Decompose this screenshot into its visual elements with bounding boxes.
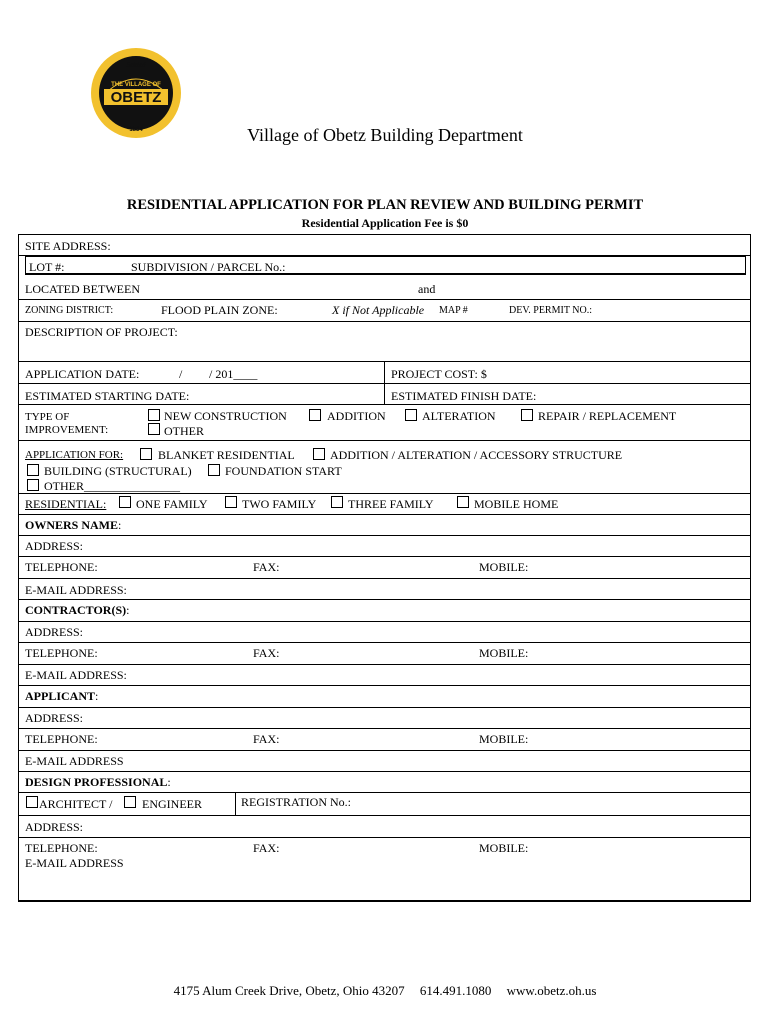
row-design-email[interactable] (19, 855, 750, 899)
new-construction-checkbox[interactable] (148, 409, 160, 421)
owner-mobile-label: MOBILE: (479, 560, 529, 574)
row-architect-engineer (19, 792, 750, 816)
row-lot[interactable] (19, 255, 750, 276)
addition-label: ADDITION (327, 409, 386, 423)
row-applicant-phone[interactable] (19, 728, 750, 751)
owner-telephone-label: TELEPHONE: (25, 560, 98, 574)
form-title: RESIDENTIAL APPLICATION FOR PLAN REVIEW AND BUILDING PERMIT (126, 197, 644, 213)
owners-name-label: OWNERS NAME (25, 518, 119, 532)
logo-settled: Settled (126, 61, 146, 69)
row-application-for (19, 440, 750, 494)
applicant-telephone-label: TELEPHONE: (25, 732, 98, 746)
architect-checkbox[interactable] (26, 796, 38, 808)
accessory-checkbox[interactable] (313, 448, 325, 460)
zoning-label: ZONING DISTRICT: (25, 305, 114, 316)
application-form (18, 234, 751, 902)
footer-website[interactable]: www.obetz.oh.us (506, 983, 597, 998)
contractors-label: CONTRACTOR(S) (25, 603, 127, 617)
row-contractor-phone[interactable] (19, 642, 750, 665)
architect-label: ARCHITECT / (39, 797, 113, 811)
contractor-address-label: ADDRESS: (25, 625, 84, 639)
row-applicant[interactable]: APPLICANT: (19, 685, 750, 708)
alteration-label: ALTERATION (422, 409, 496, 423)
other-improvement-checkbox[interactable] (148, 423, 160, 435)
engineer-checkbox[interactable] (124, 796, 136, 808)
blanket-checkbox[interactable] (140, 448, 152, 460)
accessory-label: ADDITION / ALTERATION / ACCESSORY STRUCTURE (330, 448, 623, 462)
row-contractor-email[interactable] (19, 664, 750, 686)
two-family-checkbox[interactable] (225, 496, 237, 508)
row-owner-address[interactable] (19, 535, 750, 557)
applicant-fax-label: FAX: (253, 732, 280, 746)
applicant-mobile-label: MOBILE: (479, 732, 529, 746)
applicant-email-label: E-MAIL ADDRESS (25, 754, 124, 768)
other-application-label: OTHER________________ (44, 479, 180, 493)
row-located-between[interactable] (19, 278, 750, 300)
row-applicant-email[interactable] (19, 750, 750, 772)
design-professional-label: DESIGN PROFESSIONAL (25, 775, 168, 789)
foundation-label: FOUNDATION START (225, 464, 342, 478)
row-applicant-address[interactable] (19, 707, 750, 729)
row-design-address[interactable] (19, 815, 750, 838)
applicant-address-label: ADDRESS: (25, 711, 84, 725)
design-telephone-label: TELEPHONE: (25, 841, 98, 855)
row-type-of-improvement (19, 404, 750, 441)
row-description[interactable] (19, 321, 750, 362)
contractor-email-label: E-MAIL ADDRESS: (25, 668, 127, 682)
date-year: / 201____ (209, 367, 258, 381)
logo-name: OBETZ (110, 89, 162, 106)
contractor-telephone-label: TELEPHONE: (25, 646, 98, 660)
not-applicable-label: X if Not Applicable (332, 303, 425, 317)
app-date-label: APPLICATION DATE: (25, 367, 140, 381)
row-zoning[interactable] (19, 299, 750, 322)
est-finish-label: ESTIMATED FINISH DATE: (391, 389, 537, 403)
foundation-checkbox[interactable] (208, 464, 220, 476)
fee-note: Residential Application Fee is $0 (301, 216, 469, 230)
est-start-label: ESTIMATED STARTING DATE: (25, 389, 190, 403)
subdivision-label: SUBDIVISION / PARCEL No.: (131, 260, 286, 274)
design-mobile-label: MOBILE: (479, 841, 529, 855)
three-family-label: THREE FAMILY (348, 497, 434, 511)
row-design-phone[interactable] (19, 837, 750, 855)
design-email-label: E-MAIL ADDRESS (25, 856, 124, 870)
row-site-address[interactable] (19, 235, 750, 256)
mobile-home-label: MOBILE HOME (474, 497, 559, 511)
row-contractor-address[interactable] (19, 621, 750, 643)
description-label: DESCRIPTION OF PROJECT: (25, 325, 178, 339)
project-cost-label: PROJECT COST: $ (391, 367, 487, 381)
applicant-label: APPLICANT (25, 689, 96, 703)
repair-label: REPAIR / REPLACEMENT (538, 409, 677, 423)
row-estimated-dates[interactable] (19, 383, 750, 405)
blanket-label: BLANKET RESIDENTIAL (158, 448, 295, 462)
three-family-checkbox[interactable] (331, 496, 343, 508)
contractor-fax-label: FAX: (253, 646, 280, 660)
footer (0, 983, 770, 999)
logo-year: 1834 (129, 127, 143, 133)
row-contractors[interactable]: CONTRACTOR(S): (19, 599, 750, 622)
other-application-checkbox[interactable] (27, 479, 39, 491)
contractor-mobile-label: MOBILE: (479, 646, 529, 660)
alteration-checkbox[interactable] (405, 409, 417, 421)
repair-checkbox[interactable] (521, 409, 533, 421)
registration-label: REGISTRATION No.: (241, 795, 351, 809)
other-improvement-label: OTHER (164, 424, 204, 438)
one-family-checkbox[interactable] (119, 496, 131, 508)
engineer-label: ENGINEER (142, 797, 202, 811)
new-construction-label: NEW CONSTRUCTION (164, 409, 287, 423)
flood-label: FLOOD PLAIN ZONE: (161, 303, 278, 317)
row-owner-email[interactable] (19, 578, 750, 600)
row-owner-phone[interactable] (19, 556, 750, 579)
addition-checkbox[interactable] (309, 409, 321, 421)
design-address-label: ADDRESS: (25, 820, 84, 834)
residential-label: RESIDENTIAL: (25, 497, 107, 511)
lot-label: LOT #: (29, 260, 65, 274)
department-name: Village of Obetz Building Department (247, 125, 523, 145)
site-address-label: SITE ADDRESS: (25, 239, 111, 253)
footer-phone: 614.491.1080 (419, 983, 492, 998)
application-for-label: APPLICATION FOR: (25, 449, 124, 461)
logo-line1: THE VILLAGE OF (111, 82, 161, 88)
located-between-label: LOCATED BETWEEN (25, 282, 140, 296)
row-residential (19, 493, 750, 515)
design-fax-label: FAX: (253, 841, 280, 855)
one-family-label: ONE FAMILY (136, 497, 208, 511)
two-family-label: TWO FAMILY (242, 497, 317, 511)
building-checkbox[interactable] (27, 464, 39, 476)
footer-address: 4175 Alum Creek Drive, Obetz, Ohio 43207 (173, 983, 405, 998)
dev-permit-label: DEV. PERMIT NO.: (509, 305, 592, 316)
owner-address-label: ADDRESS: (25, 539, 84, 553)
row-owners-name[interactable]: OWNERS NAME: (19, 514, 750, 536)
owner-fax-label: FAX: (253, 560, 280, 574)
building-label: BUILDING (STRUCTURAL) (44, 464, 192, 478)
row-application-date[interactable] (19, 361, 750, 384)
date-slash: / (179, 367, 183, 381)
row-design-professional[interactable]: DESIGN PROFESSIONAL: (19, 771, 750, 793)
map-label: MAP # (439, 305, 468, 316)
improvement-label: IMPROVEMENT: (25, 424, 109, 436)
and-label: and (418, 282, 436, 296)
owner-email-label: E-MAIL ADDRESS: (25, 583, 127, 597)
type-of-label: TYPE OF (25, 411, 70, 423)
mobile-home-checkbox[interactable] (457, 496, 469, 508)
